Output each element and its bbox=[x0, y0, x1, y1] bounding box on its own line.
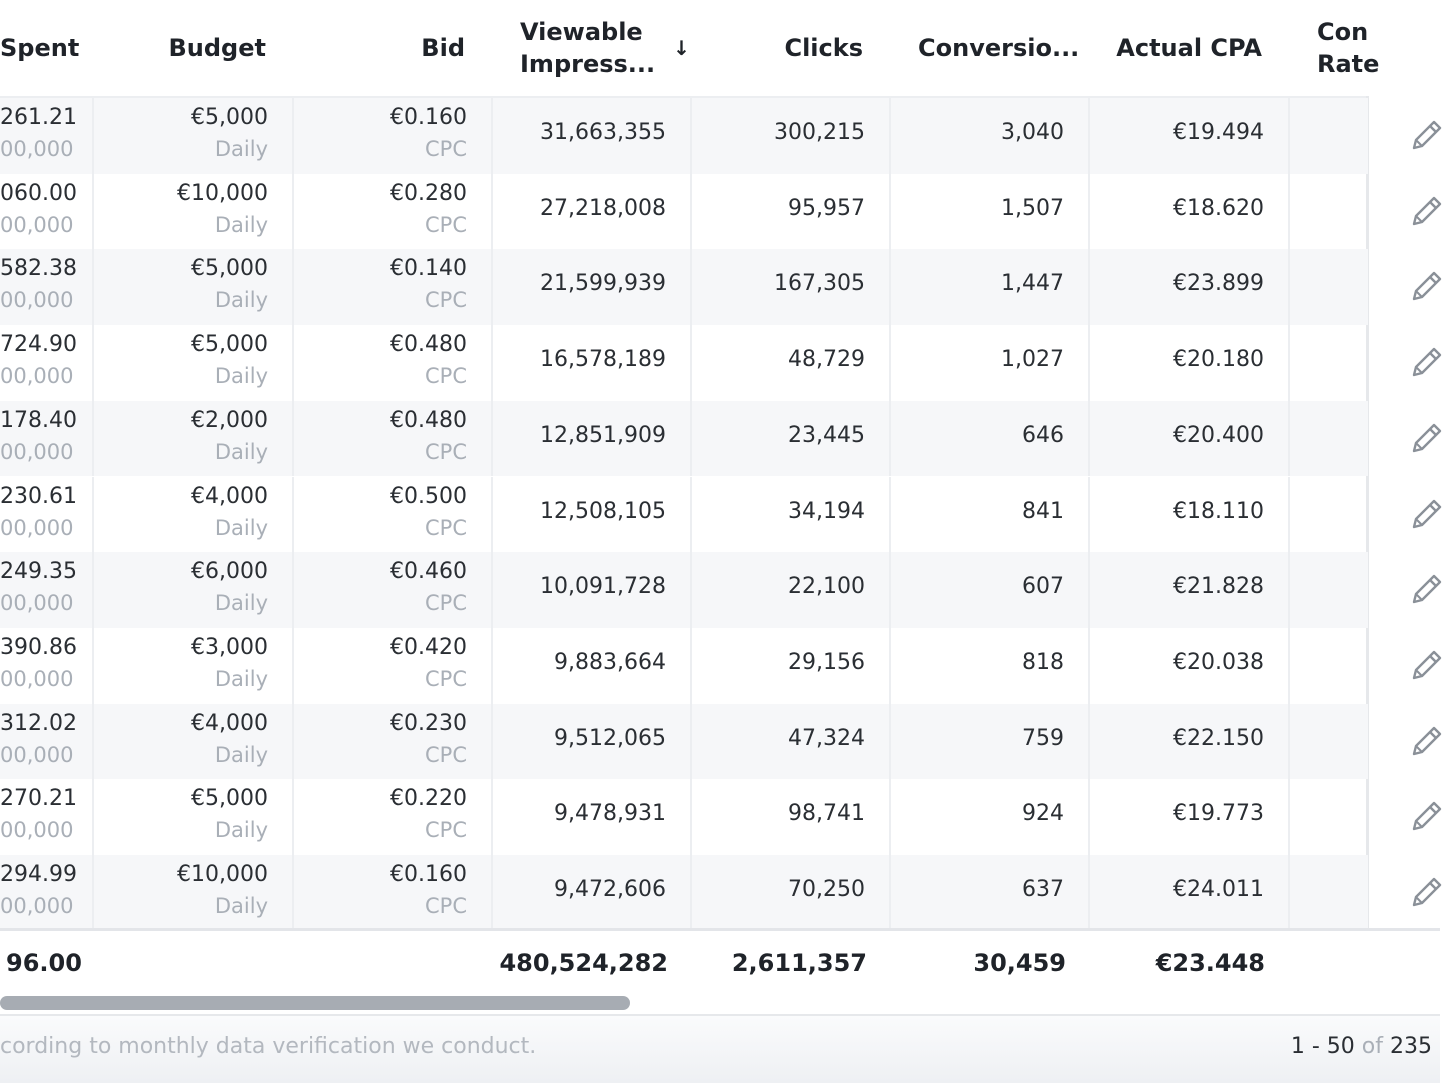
cell-spent bbox=[0, 628, 92, 704]
cell-bid-subvalue: CPC bbox=[425, 515, 467, 540]
cell-conversions-value: 841 bbox=[1022, 498, 1064, 524]
cell-conversion-rate bbox=[1288, 401, 1368, 477]
totals-row bbox=[0, 928, 1440, 999]
horizontal-scrollbar[interactable] bbox=[0, 996, 1440, 1012]
total-clicks: 2,611,357 bbox=[731, 949, 867, 977]
cell-bid-subvalue: CPC bbox=[425, 742, 467, 767]
cell-spent-value: 294.99 bbox=[0, 862, 77, 887]
table-row[interactable] bbox=[0, 628, 1368, 704]
cell-clicks bbox=[690, 855, 889, 931]
cell-budget bbox=[92, 174, 292, 250]
cell-viewable-impressions-value: 9,478,931 bbox=[554, 801, 666, 827]
cell-actual-cpa bbox=[1088, 779, 1288, 855]
pencil-icon[interactable] bbox=[1408, 572, 1444, 608]
table-header bbox=[0, 0, 1440, 98]
cell-spent-value: 178.40 bbox=[0, 407, 77, 433]
cell-clicks bbox=[690, 552, 889, 628]
pencil-icon[interactable] bbox=[1408, 118, 1444, 154]
pagination-range: 1 - 50 bbox=[1290, 1034, 1355, 1059]
cell-conversions bbox=[889, 174, 1088, 250]
cell-conversions-value: 1,507 bbox=[1001, 195, 1064, 221]
cell-actual-cpa bbox=[1088, 704, 1288, 780]
table-row[interactable] bbox=[0, 552, 1368, 628]
cell-actual-cpa-value: €22.150 bbox=[1173, 725, 1264, 751]
cell-budget bbox=[92, 401, 292, 477]
cell-actual-cpa-value: €20.400 bbox=[1173, 422, 1264, 448]
cell-actual-cpa bbox=[1088, 98, 1288, 174]
cell-spent-subvalue: 00,000 bbox=[0, 591, 74, 616]
cell-actual-cpa-value: €24.011 bbox=[1173, 877, 1264, 902]
cell-viewable-impressions bbox=[491, 477, 690, 553]
cell-budget-subvalue: Daily bbox=[214, 212, 268, 237]
cell-viewable-impressions-value: 31,663,355 bbox=[540, 120, 666, 145]
pencil-icon[interactable] bbox=[1408, 799, 1444, 835]
cell-budget bbox=[92, 704, 292, 780]
cell-spent bbox=[0, 98, 92, 174]
cell-budget bbox=[92, 325, 292, 401]
cell-spent bbox=[0, 552, 92, 628]
cell-bid-value: €0.420 bbox=[390, 634, 467, 660]
cell-budget bbox=[92, 855, 292, 931]
total-conversions: 30,459 bbox=[973, 949, 1066, 977]
cell-spent bbox=[0, 401, 92, 477]
column-header-conversions[interactable]: Conversio... bbox=[918, 34, 1080, 62]
cell-bid-value: €0.220 bbox=[390, 786, 467, 812]
table-row[interactable] bbox=[0, 704, 1368, 780]
pencil-icon[interactable] bbox=[1408, 345, 1444, 381]
cell-clicks-value: 34,194 bbox=[788, 498, 865, 524]
cell-bid-value: €0.160 bbox=[390, 105, 467, 130]
sort-descending-icon[interactable]: ↓ bbox=[673, 36, 690, 60]
cell-bid-subvalue: CPC bbox=[425, 894, 467, 918]
cell-viewable-impressions-value: 27,218,008 bbox=[540, 195, 666, 221]
cell-actual-cpa-value: €19.494 bbox=[1173, 120, 1264, 145]
cell-spent-value: 060.00 bbox=[0, 180, 77, 206]
pencil-icon[interactable] bbox=[1408, 724, 1444, 760]
cell-budget bbox=[92, 552, 292, 628]
cell-budget bbox=[92, 477, 292, 553]
cell-bid-subvalue: CPC bbox=[425, 137, 467, 161]
cell-bid bbox=[292, 325, 491, 401]
pagination-info bbox=[1291, 1034, 1432, 1059]
cell-conversion-rate bbox=[1288, 628, 1368, 704]
cell-conversions bbox=[889, 401, 1088, 477]
table-row[interactable] bbox=[0, 779, 1368, 855]
cell-actual-cpa bbox=[1088, 401, 1288, 477]
cell-clicks-value: 48,729 bbox=[788, 347, 865, 373]
cell-viewable-impressions bbox=[491, 325, 690, 401]
table-row[interactable] bbox=[0, 249, 1368, 325]
total-spent: 96.00 bbox=[6, 949, 82, 977]
cell-spent bbox=[0, 249, 92, 325]
pencil-icon[interactable] bbox=[1408, 497, 1444, 533]
cell-spent-subvalue: 00,000 bbox=[0, 364, 74, 389]
cell-bid-value: €0.280 bbox=[390, 180, 467, 206]
cell-actual-cpa-value: €20.038 bbox=[1173, 649, 1264, 675]
pagination-of: of bbox=[1361, 1034, 1383, 1059]
cell-conversion-rate bbox=[1288, 779, 1368, 855]
cell-budget-value: €2,000 bbox=[191, 407, 268, 433]
cell-conversions bbox=[889, 98, 1088, 174]
cell-spent-value: 230.61 bbox=[0, 483, 77, 509]
cell-conversion-rate bbox=[1288, 552, 1368, 628]
cell-bid bbox=[292, 628, 491, 704]
cell-conversions-value: 637 bbox=[1022, 877, 1064, 902]
cell-conversion-rate bbox=[1288, 704, 1368, 780]
cell-conversions-value: 646 bbox=[1022, 422, 1064, 448]
cell-actual-cpa bbox=[1088, 174, 1288, 250]
pencil-icon[interactable] bbox=[1408, 269, 1444, 305]
cell-conversions-value: 759 bbox=[1022, 725, 1064, 751]
cell-bid-value: €0.500 bbox=[390, 483, 467, 509]
cell-conversions bbox=[889, 477, 1088, 553]
cell-conversions bbox=[889, 325, 1088, 401]
cell-bid bbox=[292, 174, 491, 250]
cell-conversions bbox=[889, 249, 1088, 325]
cell-bid bbox=[292, 477, 491, 553]
cell-spent-subvalue: 00,000 bbox=[0, 137, 74, 161]
table-row[interactable] bbox=[0, 477, 1368, 553]
cell-bid-value: €0.230 bbox=[390, 710, 467, 736]
cell-conversions-value: 1,447 bbox=[1001, 271, 1064, 297]
cell-viewable-impressions bbox=[491, 98, 690, 174]
cell-spent-subvalue: 00,000 bbox=[0, 288, 74, 313]
cell-bid-subvalue: CPC bbox=[425, 288, 467, 313]
cell-spent bbox=[0, 174, 92, 250]
cell-budget-subvalue: Daily bbox=[214, 742, 268, 767]
cell-actual-cpa-value: €18.110 bbox=[1173, 498, 1264, 524]
cell-spent-subvalue: 00,000 bbox=[0, 515, 74, 540]
cell-bid-subvalue: CPC bbox=[425, 666, 467, 691]
cell-clicks bbox=[690, 628, 889, 704]
cell-bid bbox=[292, 704, 491, 780]
cell-actual-cpa bbox=[1088, 628, 1288, 704]
cell-budget-value: €5,000 bbox=[191, 256, 268, 282]
cell-conversions-value: 607 bbox=[1022, 574, 1064, 600]
cell-spent bbox=[0, 477, 92, 553]
cell-conversions bbox=[889, 628, 1088, 704]
cell-budget-value: €4,000 bbox=[191, 483, 268, 509]
column-header-conversion-rate[interactable]: Con Rate bbox=[1317, 18, 1380, 78]
cell-clicks bbox=[690, 401, 889, 477]
cell-viewable-impressions-value: 16,578,189 bbox=[540, 347, 666, 373]
cell-bid-subvalue: CPC bbox=[425, 364, 467, 389]
cell-conversions bbox=[889, 552, 1088, 628]
cell-budget-value: €5,000 bbox=[191, 786, 268, 812]
cell-viewable-impressions bbox=[491, 249, 690, 325]
cell-actual-cpa bbox=[1088, 249, 1288, 325]
table-row[interactable] bbox=[0, 325, 1368, 401]
cell-budget bbox=[92, 249, 292, 325]
cell-viewable-impressions-value: 9,883,664 bbox=[554, 649, 666, 675]
cell-bid bbox=[292, 98, 491, 174]
cell-clicks bbox=[690, 779, 889, 855]
cell-conversion-rate bbox=[1288, 98, 1368, 174]
cell-spent-value: 261.21 bbox=[0, 105, 77, 130]
cell-bid-value: €0.460 bbox=[390, 559, 467, 585]
cell-conversions-value: 924 bbox=[1022, 801, 1064, 827]
cell-clicks-value: 95,957 bbox=[788, 195, 865, 221]
cell-bid-value: €0.160 bbox=[390, 862, 467, 887]
cell-bid bbox=[292, 552, 491, 628]
cell-budget-subvalue: Daily bbox=[214, 591, 268, 616]
pencil-icon[interactable] bbox=[1408, 194, 1444, 230]
cell-actual-cpa bbox=[1088, 477, 1288, 553]
cell-clicks-value: 98,741 bbox=[788, 801, 865, 827]
cell-conversions-value: 818 bbox=[1022, 649, 1064, 675]
cell-budget bbox=[92, 779, 292, 855]
cell-budget-value: €4,000 bbox=[191, 710, 268, 736]
cell-bid-subvalue: CPC bbox=[425, 439, 467, 464]
cell-budget-value: €5,000 bbox=[191, 105, 268, 130]
cell-viewable-impressions bbox=[491, 779, 690, 855]
cell-spent bbox=[0, 704, 92, 780]
cell-bid bbox=[292, 779, 491, 855]
cell-bid-value: €0.140 bbox=[390, 256, 467, 282]
cell-budget-value: €10,000 bbox=[177, 862, 268, 887]
cell-bid-subvalue: CPC bbox=[425, 212, 467, 237]
cell-actual-cpa-value: €20.180 bbox=[1173, 347, 1264, 373]
cell-actual-cpa-value: €18.620 bbox=[1173, 195, 1264, 221]
cell-clicks-value: 70,250 bbox=[788, 877, 865, 902]
cell-bid bbox=[292, 249, 491, 325]
cell-actual-cpa bbox=[1088, 855, 1288, 931]
cell-clicks-value: 47,324 bbox=[788, 725, 865, 751]
cell-clicks-value: 22,100 bbox=[788, 574, 865, 600]
cell-budget-subvalue: Daily bbox=[214, 818, 268, 843]
cell-clicks-value: 167,305 bbox=[774, 271, 865, 297]
cell-spent bbox=[0, 855, 92, 931]
column-header-spent[interactable]: Spent bbox=[0, 34, 80, 62]
cell-conversions bbox=[889, 779, 1088, 855]
cell-spent bbox=[0, 779, 92, 855]
cell-clicks-value: 23,445 bbox=[788, 422, 865, 448]
cell-budget-subvalue: Daily bbox=[214, 515, 268, 540]
cell-spent-value: 724.90 bbox=[0, 332, 77, 358]
column-header-budget[interactable]: Budget bbox=[168, 34, 266, 62]
table-row[interactable] bbox=[0, 98, 1368, 174]
cell-budget-value: €6,000 bbox=[191, 559, 268, 585]
cell-spent-subvalue: 00,000 bbox=[0, 894, 74, 918]
cell-spent-subvalue: 00,000 bbox=[0, 666, 74, 691]
cell-spent bbox=[0, 325, 92, 401]
cell-viewable-impressions bbox=[491, 628, 690, 704]
cell-spent-value: 582.38 bbox=[0, 256, 77, 282]
cell-conversions bbox=[889, 855, 1088, 931]
cell-viewable-impressions-value: 10,091,728 bbox=[540, 574, 666, 600]
cell-conversion-rate bbox=[1288, 855, 1368, 931]
cell-budget-subvalue: Daily bbox=[214, 288, 268, 313]
column-header-actual-cpa[interactable]: Actual CPA bbox=[1116, 34, 1262, 62]
cell-clicks-value: 300,215 bbox=[774, 120, 865, 145]
column-header-clicks[interactable]: Clicks bbox=[784, 34, 863, 62]
table-row[interactable] bbox=[0, 401, 1368, 477]
cell-viewable-impressions-value: 12,851,909 bbox=[540, 422, 666, 448]
cell-spent-value: 312.02 bbox=[0, 710, 77, 736]
cell-clicks bbox=[690, 477, 889, 553]
cell-conversions-value: 3,040 bbox=[1001, 120, 1064, 145]
cell-clicks bbox=[690, 98, 889, 174]
cell-budget-value: €5,000 bbox=[191, 332, 268, 358]
cell-viewable-impressions bbox=[491, 704, 690, 780]
cell-viewable-impressions bbox=[491, 174, 690, 250]
column-header-bid[interactable]: Bid bbox=[421, 34, 465, 62]
cell-budget bbox=[92, 628, 292, 704]
cell-bid bbox=[292, 855, 491, 931]
cell-budget-value: €10,000 bbox=[177, 180, 268, 206]
cell-conversion-rate bbox=[1288, 477, 1368, 553]
cell-bid bbox=[292, 401, 491, 477]
column-header-viewable-line2: Impress... bbox=[520, 50, 656, 78]
cell-viewable-impressions bbox=[491, 855, 690, 931]
scrollbar-thumb[interactable] bbox=[0, 996, 630, 1010]
cell-actual-cpa-value: €21.828 bbox=[1173, 574, 1264, 600]
cell-conversion-rate bbox=[1288, 249, 1368, 325]
cell-spent-value: 270.21 bbox=[0, 786, 77, 812]
cell-clicks-value: 29,156 bbox=[788, 649, 865, 675]
cell-budget bbox=[92, 98, 292, 174]
cell-spent-value: 390.86 bbox=[0, 634, 77, 660]
total-viewable-impressions: 480,524,282 bbox=[499, 949, 668, 977]
cell-bid-subvalue: CPC bbox=[425, 591, 467, 616]
cell-viewable-impressions bbox=[491, 401, 690, 477]
cell-spent-subvalue: 00,000 bbox=[0, 742, 74, 767]
pencil-icon[interactable] bbox=[1408, 421, 1444, 457]
column-header-viewable-impressions[interactable] bbox=[520, 0, 690, 96]
table-row[interactable] bbox=[0, 174, 1368, 250]
footer-note: cording to monthly data verification we conduct. bbox=[0, 1034, 537, 1059]
cell-viewable-impressions-value: 12,508,105 bbox=[540, 498, 666, 524]
table-row[interactable] bbox=[0, 855, 1368, 931]
cell-viewable-impressions-value: 21,599,939 bbox=[540, 271, 666, 297]
cell-viewable-impressions-value: 9,472,606 bbox=[554, 877, 666, 902]
pagination-total: 235 bbox=[1390, 1034, 1432, 1059]
cell-conversions-value: 1,027 bbox=[1001, 347, 1064, 373]
cell-budget-subvalue: Daily bbox=[214, 894, 268, 918]
cell-conversions bbox=[889, 704, 1088, 780]
column-header-viewable-line1: Viewable bbox=[520, 18, 643, 46]
cell-spent-value: 249.35 bbox=[0, 559, 77, 585]
cell-bid-value: €0.480 bbox=[390, 407, 467, 433]
pencil-icon[interactable] bbox=[1408, 648, 1444, 684]
cell-viewable-impressions-value: 9,512,065 bbox=[554, 725, 666, 751]
cell-budget-value: €3,000 bbox=[191, 634, 268, 660]
pencil-icon[interactable] bbox=[1408, 875, 1444, 911]
cell-actual-cpa bbox=[1088, 552, 1288, 628]
cell-clicks bbox=[690, 174, 889, 250]
cell-clicks bbox=[690, 249, 889, 325]
cell-bid-subvalue: CPC bbox=[425, 818, 467, 843]
cell-viewable-impressions bbox=[491, 552, 690, 628]
cell-clicks bbox=[690, 704, 889, 780]
cell-actual-cpa bbox=[1088, 325, 1288, 401]
cell-conversion-rate bbox=[1288, 174, 1368, 250]
cell-budget-subvalue: Daily bbox=[214, 666, 268, 691]
cell-spent-subvalue: 00,000 bbox=[0, 818, 74, 843]
cell-budget-subvalue: Daily bbox=[214, 137, 268, 161]
cell-budget-subvalue: Daily bbox=[214, 364, 268, 389]
cell-conversion-rate bbox=[1288, 325, 1368, 401]
cell-clicks bbox=[690, 325, 889, 401]
table-footer bbox=[0, 1014, 1440, 1083]
cell-spent-subvalue: 00,000 bbox=[0, 212, 74, 237]
cell-bid-value: €0.480 bbox=[390, 332, 467, 358]
total-actual-cpa: €23.448 bbox=[1155, 949, 1265, 977]
cell-actual-cpa-value: €23.899 bbox=[1173, 271, 1264, 297]
cell-spent-subvalue: 00,000 bbox=[0, 439, 74, 464]
cell-budget-subvalue: Daily bbox=[214, 439, 268, 464]
cell-actual-cpa-value: €19.773 bbox=[1173, 801, 1264, 827]
